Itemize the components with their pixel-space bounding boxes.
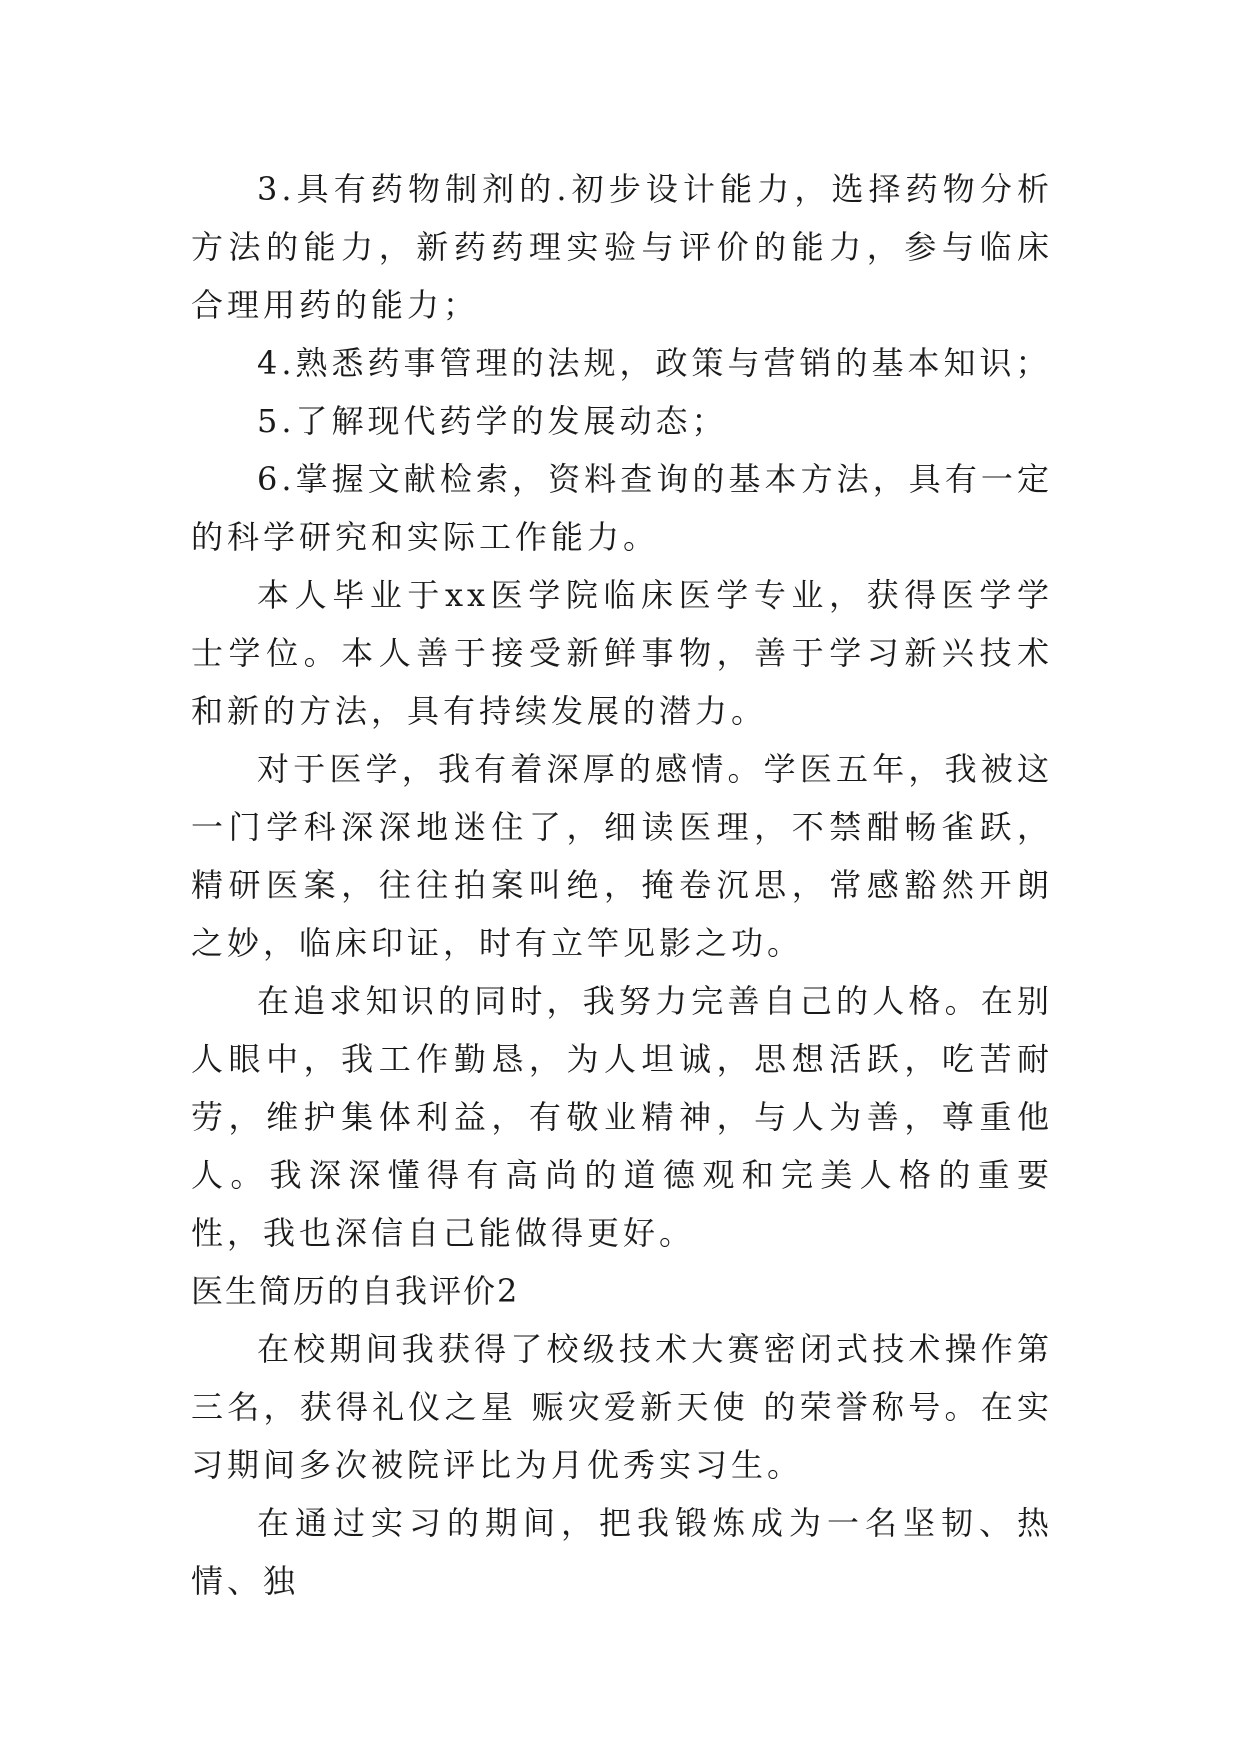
paragraph-internship: 在通过实习的期间，把我锻炼成为一名坚韧、热情、独 [191,1504,1053,1600]
paragraph-graduation: 本人毕业于xx医学院临床医学专业，获得医学学士学位。本人善于接受新鲜事物，善于学习新兴技术和新的方法，具有持续发展的潜力。 [191,576,1053,730]
paragraph-pharmacy-trends: 5.了解现代药学的发展动态； [257,402,728,440]
paragraph-literature-retrieval: 6.掌握文献检索，资料查询的基本方法，具有一定的科学研究和实际工作能力。 [191,460,1053,556]
paragraph-passion-for-medicine: 对于医学，我有着深厚的感情。学医五年，我被这一门学科深深地迷住了，细读医理，不禁酣畅雀跃，精研医案，往往拍案叫绝，掩卷沉思，常感豁然开朗之妙，临床印证，时有立竿见影之功。 [191,750,1053,962]
paragraph-awards: 在校期间我获得了校级技术大赛密闭式技术操作第三名，获得礼仪之星 赈灾爱新天使 的荣誉称号。在实习期间多次被院评比为月优秀实习生。 [191,1330,1053,1484]
paragraph-pharmacy-design-ability: 3.具有药物制剂的.初步设计能力，选择药物分析方法的能力，新药药理实验与评价的能力，参与临床合理用药的能力； [191,170,1053,324]
document-body [191,160,1053,1610]
section-heading: 医生简历的自我评价2 [191,1272,520,1310]
paragraph-pharmacy-regulations: 4.熟悉药事管理的法规，政策与营销的基本知识； [257,344,1052,382]
paragraph-personality: 在追求知识的同时，我努力完善自己的人格。在别人眼中，我工作勤恳，为人坦诚，思想活跃，吃苦耐劳，维护集体利益，有敬业精神，与人为善，尊重他人。我深深懂得有高尚的道德观和完美人格的重要性，我也深信自己能做得更好。 [191,982,1053,1252]
